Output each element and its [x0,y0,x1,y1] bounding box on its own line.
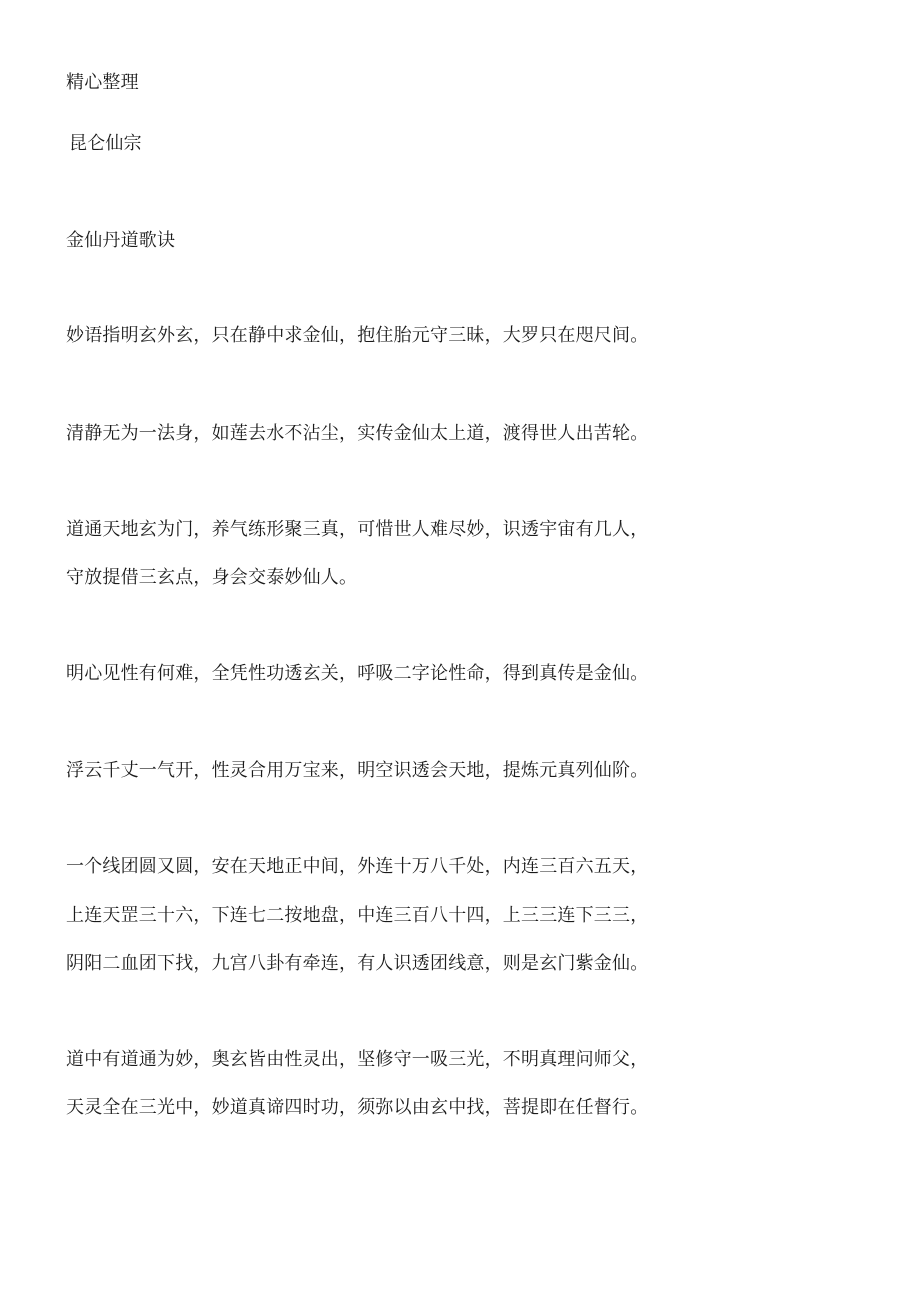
sect-name: 昆仑仙宗 [69,133,142,154]
verse-line: 浮云千丈一气开，性灵合用万宝来，明空识透会天地，提炼元真列仙阶。 [66,760,649,781]
verse-line: 守放提借三玄点，身会交泰妙仙人。 [66,567,358,588]
verse-line: 妙语指明玄外玄，只在静中求金仙，抱住胎元守三昧，大罗只在咫尺间。 [66,325,649,346]
verse-line: 明心见性有何难，全凭性功透玄关，呼吸二字论性命，得到真传是金仙。 [66,663,649,684]
verse-line: 道通天地玄为门，养气练形聚三真，可惜世人难尽妙，识透宇宙有几人， [66,519,649,540]
page-header: 精心整理 [66,72,139,93]
verse-line: 一个线团圆又圆，安在天地正中间，外连十万八千处，内连三百六五天， [66,856,649,877]
document-title: 金仙丹道歌诀 [66,230,176,251]
verse-line: 清静无为一法身，如莲去水不沾尘，实传金仙太上道，渡得世人出苦轮。 [66,423,649,444]
verse-line: 天灵全在三光中，妙道真谛四时功，须弥以由玄中找，菩提即在任督行。 [66,1097,649,1118]
verse-line: 上连天罡三十六，下连七二按地盘，中连三百八十四，上三三连下三三， [66,905,649,926]
verse-line: 阴阳二血团下找，九宫八卦有牵连，有人识透团线意，则是玄门紫金仙。 [66,953,649,974]
verse-line: 道中有道通为妙，奥玄皆由性灵出，坚修守一吸三光，不明真理问师父， [66,1049,649,1070]
